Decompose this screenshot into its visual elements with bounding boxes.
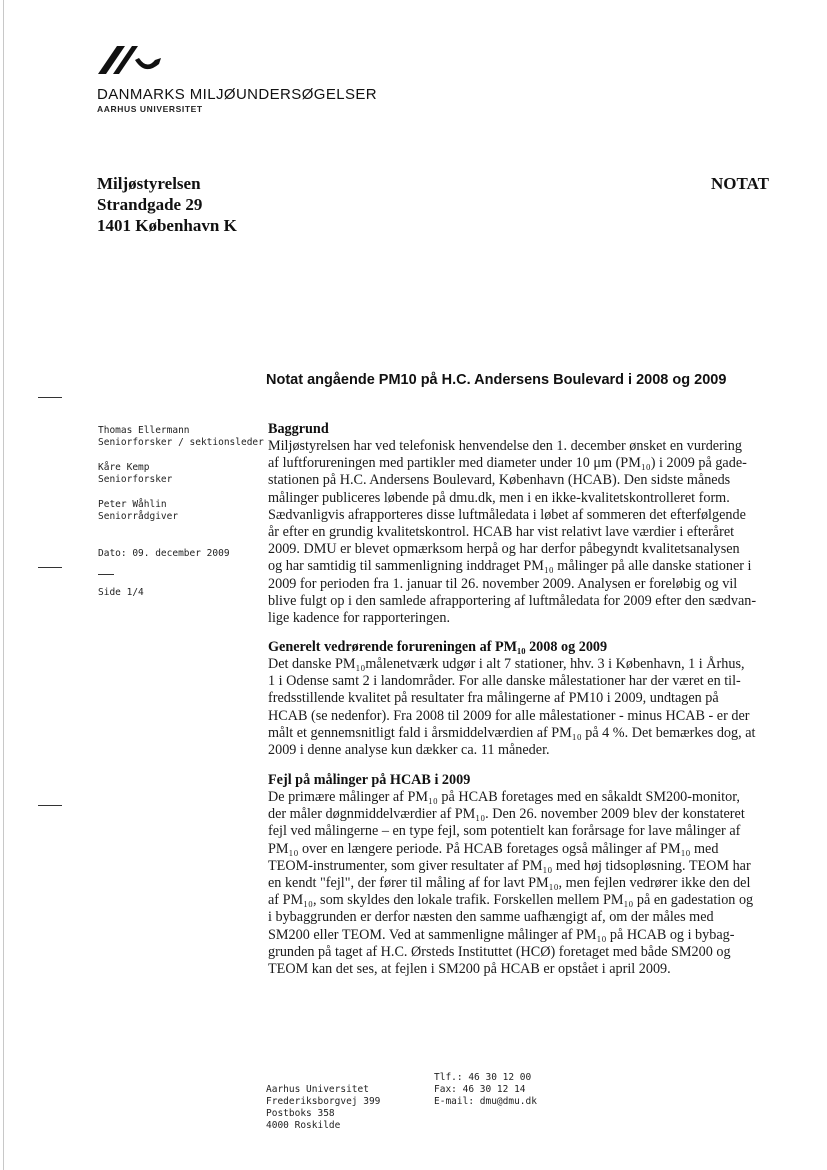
section-body	[268, 656, 773, 759]
text-line: en kendt "fejl", der fører til måling af for lavt PM₁₀, men fejlen vedrører ikke den del	[268, 875, 751, 892]
author-role: Seniorforsker	[98, 474, 173, 485]
text-line: Sædvanligvis afrapporteres disse luftmåledata i løbet af sommeren det efterfølgende	[268, 506, 746, 523]
footer-address	[266, 1084, 380, 1132]
recipient-line: Strandgade 29	[97, 195, 203, 214]
text-line: TEOM-instrumenter, som giver resultater af PM₁₀ med høj tidsopløsning. TEOM har	[268, 857, 751, 874]
text-line: fredsstillende kvalitet på resultater fra målingerne af PM10 i 2009, undtagen på	[268, 690, 719, 707]
divider	[98, 574, 114, 575]
footer-line: Frederiksborgvej 399	[266, 1096, 381, 1107]
footer-phone: Tlf.: 46 30 12 00	[434, 1072, 532, 1083]
text-line: grunden på taget af H.C. Ørsteds Instituttet (HCØ) foretaget med både SM200 og	[268, 943, 731, 960]
text-line: 2009. DMU er blevet opmærksom herpå og har derfor påbegyndt kvalitetsanalysen	[268, 541, 740, 558]
text-line: lige kadence for rapporteringen.	[268, 610, 450, 627]
text-line: stationen på H.C. Andersens Boulevard, København (HCAB). Den sidste måneds	[268, 472, 731, 489]
text-line: målt et gennemsnitligt fald i årsmiddelværdien af PM₁₀ på 4 %. Det bemærkes dog, at	[268, 724, 756, 741]
text-line: 2009 for perioden fra 1. januar til 26. november 2009. Analysen er foreløbig og vil	[268, 575, 738, 592]
doc-type: NOTAT	[711, 174, 769, 193]
text-line: i bybaggrunden er derfor næsten den samme uafhængigt af, om der måles med	[268, 909, 714, 926]
footer-email[interactable]: E-mail: dmu@dmu.dk	[434, 1096, 537, 1107]
text-line: år efter en grundig kvalitetskontrol. HCAB har vist relativt lave værdier i efteråret	[268, 524, 735, 541]
text-line: fejl ved målingerne – en type fejl, som potentielt kan forårsage for lave målinger af	[268, 823, 741, 840]
text-line: 2009 i denne analyse kun dækker ca. 11 måneder.	[268, 742, 550, 759]
text-line: blive fulgt op i den samlede afrapportering af luftmåledata for 2009 efter den sædvan-	[268, 592, 757, 609]
author-block	[98, 425, 264, 449]
page-edge-line	[3, 0, 4, 1170]
page-title: Notat angående PM10 på H.C. Andersens Boulevard i 2008 og 2009	[266, 372, 727, 388]
org-subtitle: AARHUS UNIVERSITET	[97, 104, 203, 114]
text-line: Miljøstyrelsen har ved telefonisk henvendelse den 1. december ønsket en vurdering	[268, 438, 742, 454]
section-heading: Baggrund	[268, 421, 329, 437]
au-logo-icon	[95, 40, 175, 76]
page-number: Side 1/4	[98, 587, 144, 598]
margin-mark	[38, 567, 62, 568]
text-line: målinger publiceres løbende på dmu.dk, men i en ikke-kvalitetskontrolleret form.	[268, 489, 730, 506]
footer-line: Aarhus Universitet	[266, 1084, 369, 1095]
author-role: Seniorrådgiver	[98, 511, 179, 522]
text-line: HCAB (se nedenfor). Fra 2008 til 2009 for alle målestationer - minus HCAB - er der	[268, 707, 750, 724]
text-line: SM200 eller TEOM. Ved at sammenligne målinger af PM₁₀ på HCAB og i bybag-	[268, 926, 735, 943]
recipient-line: Miljøstyrelsen	[97, 174, 201, 193]
footer-contact	[434, 1072, 537, 1108]
margin-mark	[38, 805, 62, 806]
footer-line: Postboks 358	[266, 1108, 335, 1119]
author-name: Thomas Ellermann	[98, 425, 190, 436]
text-line: der måler døgnmiddelværdier af PM₁₀. Den 26. november 2009 blev der konstateret	[268, 806, 745, 823]
recipient-line: 1401 København K	[97, 216, 237, 235]
text-line: af PM₁₀, som skyldes den lokale trafik. Forskellen mellem PM₁₀ på en gadestation og	[268, 892, 754, 909]
author-name: Peter Wåhlin	[98, 499, 167, 510]
section-heading: Fejl på målinger på HCAB i 2009	[268, 772, 471, 788]
org-name: DANMARKS MILJØUNDERSØGELSER	[97, 86, 378, 103]
section-body	[268, 789, 773, 978]
text-line: TEOM kan det ses, at fejlen i SM200 på HCAB er opstået i april 2009.	[268, 961, 671, 978]
text-line: 1 i Odense samt 2 i landområder. For alle danske målestationer har der været en til-	[268, 673, 741, 690]
footer-line: 4000 Roskilde	[266, 1120, 341, 1131]
author-role: Seniorforsker / sektionsleder	[98, 437, 264, 448]
text-line: af luftforureningen med partikler med diameter under 10 μm (PM₁₀) i 2009 på gade-	[268, 455, 747, 472]
text-line: De primære målinger af PM₁₀ på HCAB foretages med en såkaldt SM200-monitor,	[268, 789, 740, 805]
author-block	[98, 462, 172, 486]
margin-mark	[38, 397, 62, 398]
text-line: og har samtidig til sammenligning inddraget PM₁₀ målinger på alle danske stationer i	[268, 558, 752, 575]
author-name: Kåre Kemp	[98, 462, 150, 473]
section-heading: Generelt vedrørende forureningen af PM₁₀ 2008 og 2009	[268, 639, 608, 655]
footer-fax: Fax: 46 30 12 14	[434, 1084, 526, 1095]
doc-date: Dato: 09. december 2009	[98, 548, 230, 559]
author-block	[98, 499, 178, 523]
text-line: PM₁₀ over en længere periode. På HCAB foretages også målinger af PM₁₀ med	[268, 840, 719, 857]
text-line: Det danske PM₁₀målenetværk udgør i alt 7 stationer, hhv. 3 i København, 1 i Århus,	[268, 656, 745, 672]
section-body	[268, 438, 773, 627]
